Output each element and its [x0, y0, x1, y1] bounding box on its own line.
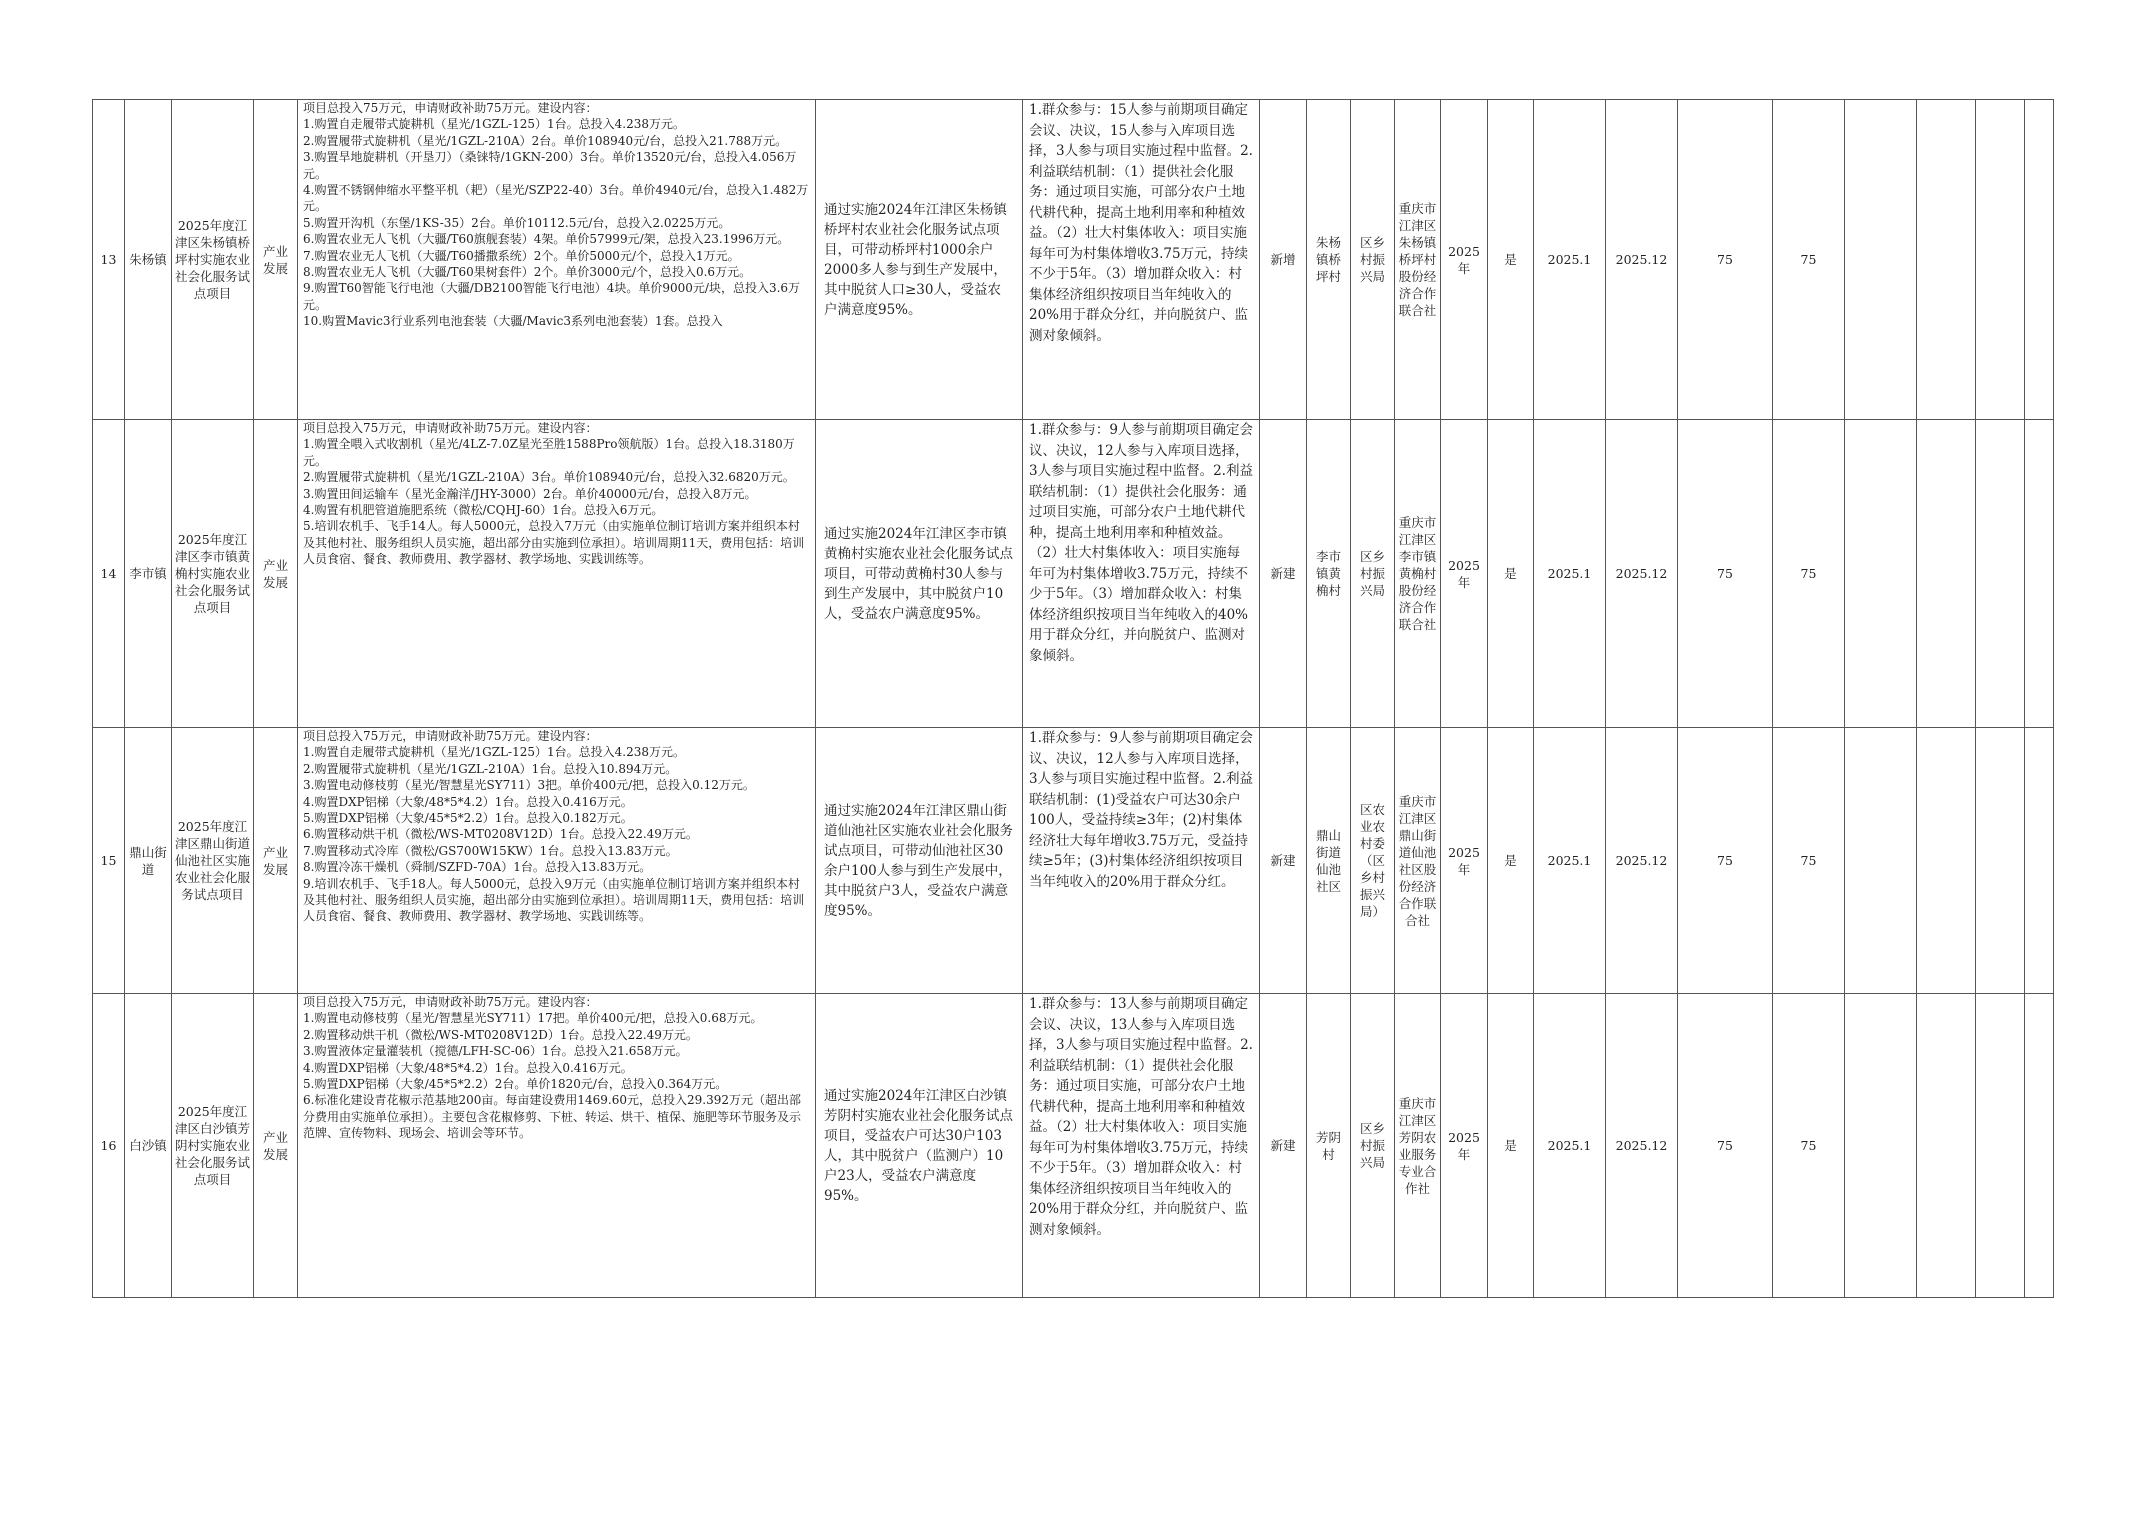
project-location: 李市镇黄桷村 — [1307, 420, 1351, 728]
content-line: 10.购置Mavic3行业系列电池套装（大疆/Mavic3系列电池套装）1套。总投入 — [303, 314, 723, 329]
end-date: 2025.12 — [1606, 100, 1678, 420]
responsible-dept: 区农业农村委（区乡村振兴局） — [1351, 728, 1395, 994]
responsible-dept: 区乡村振兴局 — [1351, 420, 1395, 728]
content-line: 9.购置T60智能飞行电池（大疆/DB2100智能飞行电池）4块。单价9000元/块，总投入3.6万元。 — [303, 281, 801, 312]
content-line: 5.购置DXP铝梯（大象/45*5*2.2）1台。总投入0.182万元。 — [303, 811, 633, 826]
content-line: 9.培训农机手、飞手18人。每人5000元，总投入9万元（由实施单位制订培训方案并组织本村及其他村社、服务组织人员实施，超出部分由实施到位承担）。培训周期11天，费用包括：培训人员食宿、餐食、教师费用、教学器材、教学场地、实践训练等。 — [303, 876, 805, 924]
performance-target: 通过实施2024年江津区朱杨镇桥坪村农业社会化服务试点项目，可带动桥坪村1000余户2000多人参与到生产发展中，其中脱贫人口≥30人，受益农户满意度95%。 — [816, 100, 1023, 420]
content-line: 4.购置DXP铝梯（大象/48*5*4.2）1台。总投入0.416万元。 — [303, 1060, 633, 1075]
empty-cell — [1845, 994, 1917, 1298]
table-row — [93, 420, 2054, 728]
total-investment: 75 — [1678, 728, 1773, 994]
project-owner: 重庆市江津区李市镇黄桷村股份经济合作联合社 — [1395, 420, 1441, 728]
responsible-dept: 区乡村振兴局 — [1351, 100, 1395, 420]
empty-cell — [2025, 728, 2054, 994]
project-name: 2025年度江津区朱杨镇桥坪村实施农业社会化服务试点项目 — [172, 100, 254, 420]
empty-cell — [1845, 420, 1917, 728]
project-type: 产业发展 — [254, 100, 298, 420]
end-date: 2025.12 — [1606, 420, 1678, 728]
content-line: 8.购置农业无人飞机（大疆/T60果树套件）2个。单价3000元/个，总投入0.6万元。 — [303, 265, 752, 280]
content-line: 4.购置有机肥管道施肥系统（微松/CQHJ-60）1台。总投入6万元。 — [303, 503, 664, 518]
empty-cell — [2025, 100, 2054, 420]
project-type: 产业发展 — [254, 728, 298, 994]
content-line: 3.购置电动修枝剪（星光/智慧星光SY711）3把。单价400元/把，总投入0.12万元。 — [303, 778, 755, 793]
fiscal-funds: 75 — [1773, 420, 1845, 728]
content-line: 3.购置田间运输车（星光金瀚洋/JHY-3000）2台。单价40000元/台，总投入8万元。 — [303, 486, 757, 501]
content-line: 2.购置履带式旋耕机（星光/1GZL-210A）3台。单价108940元/台，总投入32.6820万元。 — [303, 470, 795, 485]
benefit-mechanism: 1.群众参与：9人参与前期项目确定会议、决议，12人参与入库项目选择，3人参与项目实施过程中监督。2.利益联结机制：(1)受益农户可达30余户100人，受益持续≥3年；(2)村集体经济壮大每年增收3.75万元，受益持续≥5年；(3)村集体经济组织按项目当年纯收入的20%用于群众分红。 — [1023, 728, 1260, 994]
content-line: 5.购置DXP铝梯（大象/45*5*2.2）2台。单价1820元/台，总投入0.364万元。 — [303, 1077, 728, 1092]
content-line: 3.购置液体定量灌装机（搅德/LFH-SC-06）1台。总投入21.658万元。 — [303, 1044, 688, 1059]
project-type: 产业发展 — [254, 420, 298, 728]
project-location: 鼎山街道仙池社区 — [1307, 728, 1351, 994]
project-name: 2025年度江津区李市镇黄桷村实施农业社会化服务试点项目 — [172, 420, 254, 728]
construction-content — [298, 994, 816, 1298]
row-number: 16 — [93, 994, 125, 1298]
content-line: 7.购置农业无人飞机（大疆/T60播撒系统）2个。单价5000元/个，总投入1万元。 — [303, 248, 740, 263]
benefit-mechanism: 1.群众参与：15人参与前期项目确定会议、决议，15人参与入库项目选择，3人参与项目实施过程中监督。2.利益联结机制：（1）提供社会化服务：通过项目实施，可部分农户土地代耕代种，提高土地利用率和种植效益。（2）壮大村集体收入：项目实施每年可为村集体增收3.75万元，持续不少于5年。（3）增加群众收入：村集体经济组织按项目当年纯收入的20%用于群众分红，并向脱贫户、监测对象倾斜。 — [1023, 100, 1260, 420]
benefit-mechanism: 1.群众参与：13人参与前期项目确定会议、决议，13人参与入库项目选择，3人参与项目实施过程中监督。2.利益联结机制：（1）提供社会化服务：通过项目实施，可部分农户土地代耕代种，提高土地利用率和种植效益。（2）壮大村集体收入：项目实施每年可为村集体增收3.75万元，持续不少于5年。（3）增加群众收入：村集体经济组织按项目当年纯收入的20%用于群众分红，并向脱贫户、监测对象倾斜。 — [1023, 994, 1260, 1298]
content-line: 2.购置履带式旋耕机（星光/1GZL-210A）2台。单价108940元/台，总投入21.788万元。 — [303, 133, 788, 148]
plan-year: 2025年 — [1441, 994, 1488, 1298]
plan-year: 2025年 — [1441, 728, 1488, 994]
empty-cell — [2025, 420, 2054, 728]
construction-nature: 新建 — [1260, 728, 1307, 994]
plan-year: 2025年 — [1441, 100, 1488, 420]
content-line: 5.培训农机手、飞手14人。每人5000元，总投入7万元（由实施单位制订培训方案并组织本村及其他村社、服务组织人员实施，超出部分由实施到位承担）。培训周期11天，费用包括：培训人员食宿、餐食、教师费用、教学器材、教学场地、实践训练等。 — [303, 519, 805, 567]
town-name: 朱杨镇 — [125, 100, 172, 420]
content-line: 1.购置全喂入式收割机（星光/4LZ-7.0Z星光至胜1588Pro领航版）1台。总投入18.3180万元。 — [303, 437, 795, 468]
content-line: 2.购置履带式旋耕机（星光/1GZL-210A）1台。总投入10.894万元。 — [303, 761, 678, 776]
total-investment: 75 — [1678, 994, 1773, 1298]
empty-cell — [1917, 728, 1976, 994]
project-owner: 重庆市江津区鼎山街道仙池社区股份经济合作联合社 — [1395, 728, 1441, 994]
construction-nature: 新建 — [1260, 994, 1307, 1298]
town-name: 李市镇 — [125, 420, 172, 728]
content-line: 项目总投入75万元，申请财政补助75万元。建设内容： — [303, 729, 598, 743]
content-line: 1.购置自走履带式旋耕机（星光/1GZL-125）1台。总投入4.238万元。 — [303, 117, 685, 132]
content-line: 1.购置电动修枝剪（星光/智慧星光SY711）17把。单价400元/把，总投入0.68万元。 — [303, 1011, 763, 1026]
project-type: 产业发展 — [254, 994, 298, 1298]
fiscal-funds: 75 — [1773, 994, 1845, 1298]
content-line: 项目总投入75万元，申请财政补助75万元。建设内容： — [303, 421, 598, 435]
content-line: 3.购置旱地旋耕机（开垦刀）（桑铼特/1GKN-200）3台。单价13520元/台，总投入4.056万元。 — [303, 150, 797, 181]
content-line: 6.购置移动烘干机（微松/WS-MT0208V12D）1台。总投入22.49万元。 — [303, 827, 698, 842]
project-location: 朱杨镇桥坪村 — [1307, 100, 1351, 420]
project-owner: 重庆市江津区芳阴农业服务专业合作社 — [1395, 994, 1441, 1298]
content-line: 项目总投入75万元，申请财政补助75万元。建设内容： — [303, 101, 598, 115]
start-date: 2025.1 — [1534, 728, 1606, 994]
empty-cell — [1845, 100, 1917, 420]
benefit-mechanism: 1.群众参与：9人参与前期项目确定会议、决议，12人参与入库项目选择，3人参与项目实施过程中监督。2.利益联结机制：（1）提供社会化服务：通过项目实施，可部分农户土地代耕代种，提高土地利用率和种植效益。（2）壮大村集体收入：项目实施每年可为村集体增收3.75万元，持续不少于5年。（3）增加群众收入：村集体经济组织按项目当年纯收入的40%用于群众分红，并向脱贫户、监测对象倾斜。 — [1023, 420, 1260, 728]
start-date: 2025.1 — [1534, 100, 1606, 420]
row-number: 14 — [93, 420, 125, 728]
content-line: 5.购置开沟机（东堡/1KS-35）2台。单价10112.5元/台，总投入2.0225万元。 — [303, 215, 731, 230]
project-table — [92, 99, 2054, 1298]
content-line: 7.购置移动式冷库（微松/GS700W15KW）1台。总投入13.83万元。 — [303, 843, 678, 858]
town-name: 白沙镇 — [125, 994, 172, 1298]
fiscal-funds: 75 — [1773, 100, 1845, 420]
content-line: 6.购置农业无人飞机（大疆/T60旗舰套装）4架。单价57999元/架，总投入23.1996万元。 — [303, 232, 790, 247]
empty-cell — [1917, 420, 1976, 728]
end-date: 2025.12 — [1606, 728, 1678, 994]
table-row — [93, 994, 2054, 1298]
responsible-dept: 区乡村振兴局 — [1351, 994, 1395, 1298]
content-line: 1.购置自走履带式旋耕机（星光/1GZL-125）1台。总投入4.238万元。 — [303, 745, 685, 760]
table-row — [93, 100, 2054, 420]
empty-cell — [1917, 994, 1976, 1298]
empty-cell — [1976, 994, 2025, 1298]
poverty-flag: 是 — [1488, 100, 1534, 420]
empty-cell — [1845, 728, 1917, 994]
project-owner: 重庆市江津区朱杨镇桥坪村股份经济合作联合社 — [1395, 100, 1441, 420]
construction-content — [298, 728, 816, 994]
performance-target: 通过实施2024年江津区白沙镇芳阴村实施农业社会化服务试点项目，受益农户可达30户103人，其中脱贫户（监测户）10户23人，受益农户满意度95%。 — [816, 994, 1023, 1298]
construction-nature: 新建 — [1260, 420, 1307, 728]
construction-content — [298, 420, 816, 728]
table-row — [93, 728, 2054, 994]
empty-cell — [2025, 994, 2054, 1298]
content-line: 4.购置DXP铝梯（大象/48*5*4.2）1台。总投入0.416万元。 — [303, 794, 633, 809]
fiscal-funds: 75 — [1773, 728, 1845, 994]
empty-cell — [1917, 100, 1976, 420]
poverty-flag: 是 — [1488, 420, 1534, 728]
empty-cell — [1976, 100, 2025, 420]
end-date: 2025.12 — [1606, 994, 1678, 1298]
town-name: 鼎山街道 — [125, 728, 172, 994]
plan-year: 2025年 — [1441, 420, 1488, 728]
construction-nature: 新增 — [1260, 100, 1307, 420]
performance-target: 通过实施2024年江津区鼎山街道仙池社区实施农业社会化服务试点项目，可带动仙池社区30余户100人参与到生产发展中，其中脱贫户3人，受益农户满意度95%。 — [816, 728, 1023, 994]
poverty-flag: 是 — [1488, 728, 1534, 994]
total-investment: 75 — [1678, 100, 1773, 420]
empty-cell — [1976, 728, 2025, 994]
content-line: 6.标准化建设青花椒示范基地200亩。每亩建设费用1469.60元，总投入29.392万元（超出部分费用由实施单位承担）。主要包含花椒修剪、下桩、转运、烘干、植保、施肥等环节服务及示范牌、宣传物料、现场会、培训会等环节。 — [303, 1093, 802, 1141]
content-line: 2.购置移动烘干机（微松/WS-MT0208V12D）1台。总投入22.49万元。 — [303, 1027, 698, 1042]
project-name: 2025年度江津区白沙镇芳阴村实施农业社会化服务试点项目 — [172, 994, 254, 1298]
poverty-flag: 是 — [1488, 994, 1534, 1298]
project-location: 芳阴村 — [1307, 994, 1351, 1298]
construction-content — [298, 100, 816, 420]
performance-target: 通过实施2024年江津区李市镇黄桷村实施农业社会化服务试点项目，可带动黄桷村30人参与到生产发展中，其中脱贫户10人，受益农户满意度95%。 — [816, 420, 1023, 728]
row-number: 13 — [93, 100, 125, 420]
project-name: 2025年度江津区鼎山街道仙池社区实施农业社会化服务试点项目 — [172, 728, 254, 994]
content-line: 项目总投入75万元，申请财政补助75万元。建设内容： — [303, 995, 598, 1009]
content-line: 4.购置不锈钢伸缩水平整平机（耙）（星光/SZP22-40）3台。单价4940元/台，总投入1.482万元。 — [303, 183, 809, 214]
empty-cell — [1976, 420, 2025, 728]
row-number: 15 — [93, 728, 125, 994]
content-line: 8.购置冷冻干燥机（舜制/SZFD-70A）1台。总投入13.83万元。 — [303, 860, 652, 875]
start-date: 2025.1 — [1534, 994, 1606, 1298]
total-investment: 75 — [1678, 420, 1773, 728]
start-date: 2025.1 — [1534, 420, 1606, 728]
